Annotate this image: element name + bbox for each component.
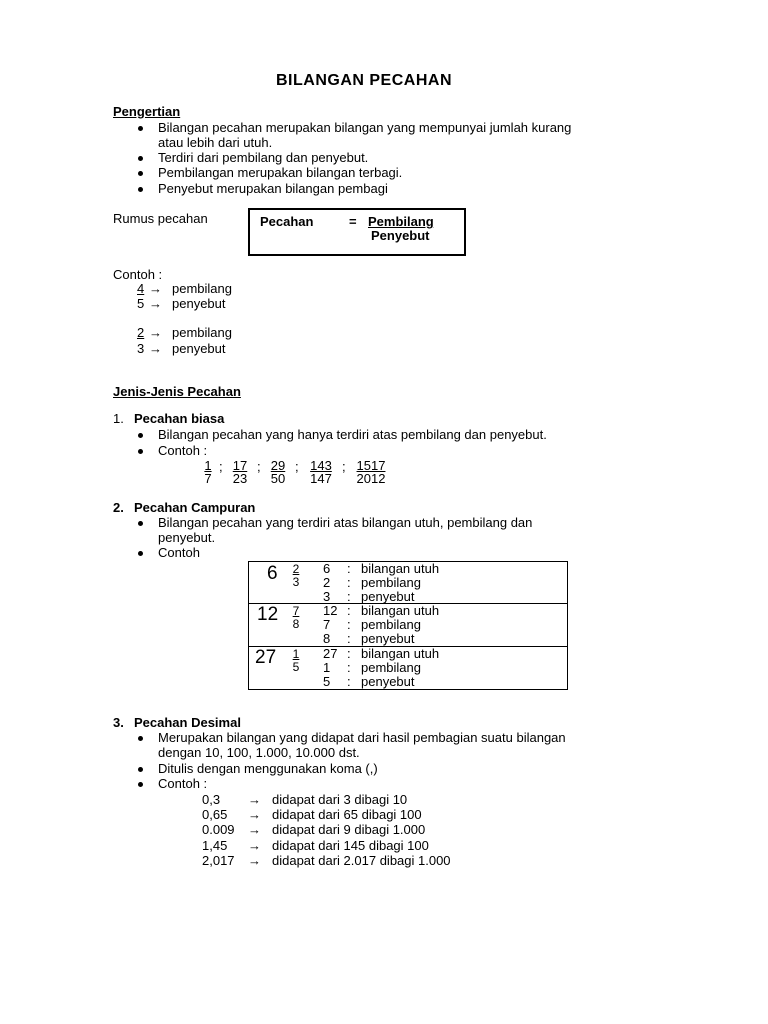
formula-denominator: Penyebut: [371, 228, 430, 243]
bullet-icon: [138, 126, 143, 131]
fraction-denominator: 50: [270, 471, 286, 486]
rumus-label: Rumus pecahan: [113, 211, 208, 226]
fraction-denominator: 7: [204, 471, 212, 486]
fraction-numerator: 1517: [356, 458, 386, 473]
fraction-separator: ;: [295, 459, 299, 474]
arrow-icon: →: [149, 325, 162, 340]
row-value: 1: [323, 660, 331, 675]
fraction: [353, 459, 389, 485]
bullet-icon: [138, 187, 143, 192]
row-colon: :: [347, 561, 351, 576]
fraction-numerator: 1: [204, 458, 212, 473]
row-desc: bilangan utuh: [361, 603, 440, 618]
example-denominator: 3: [137, 341, 145, 356]
campuran-item: Contoh: [158, 545, 200, 560]
decimal-desc: didapat dari 9 dibagi 1.000: [272, 822, 426, 837]
mixed-fraction: [291, 648, 301, 674]
row-value: 6: [323, 561, 331, 576]
fraction-denominator: 5: [292, 660, 300, 674]
section-number: 3.: [113, 715, 124, 730]
arrow-icon: →: [248, 792, 261, 807]
desimal-item: dengan 10, 100, 1.000, 10.000 dst.: [158, 745, 360, 760]
arrow-icon: →: [248, 853, 261, 868]
section-title-biasa: Pecahan biasa: [134, 411, 225, 426]
row-colon: :: [347, 674, 351, 689]
row-value: 3: [323, 589, 331, 604]
fraction-separator: ;: [257, 459, 261, 474]
decimal-value: 0,65: [202, 807, 228, 822]
decimal-value: 0,3: [202, 792, 221, 807]
bullet-icon: [138, 782, 143, 787]
row-colon: :: [347, 589, 351, 604]
row-colon: :: [347, 575, 351, 590]
bullet-icon: [138, 551, 143, 556]
arrow-icon: →: [248, 822, 261, 837]
formula-left: Pecahan: [260, 214, 314, 229]
page-title: BILANGAN PECAHAN: [276, 72, 452, 89]
row-desc: penyebut: [361, 589, 415, 604]
section-number: 2.: [113, 500, 124, 515]
bullet-icon: [138, 736, 143, 741]
bullet-icon: [138, 156, 143, 161]
bullet-icon: [138, 521, 143, 526]
bullet-icon: [138, 767, 143, 772]
row-colon: :: [347, 603, 351, 618]
desimal-item: Merupakan bilangan yang didapat dari hasil pembagian suatu bilangan: [158, 730, 566, 745]
fraction-denominator: 147: [310, 471, 332, 486]
row-colon: :: [347, 631, 351, 646]
row-desc: pembilang: [361, 617, 421, 632]
fraction: [202, 459, 214, 485]
pengertian-item: Pembilangan merupakan bilangan terbagi.: [158, 165, 403, 180]
campuran-item: Bilangan pecahan yang terdiri atas bilangan utuh, pembilang dan: [158, 515, 533, 530]
fraction: [230, 459, 250, 485]
arrow-icon: →: [149, 296, 162, 311]
bullet-icon: [138, 433, 143, 438]
pengertian-item: Terdiri dari pembilang dan penyebut.: [158, 150, 369, 165]
row-desc: bilangan utuh: [361, 561, 440, 576]
pengertian-item: Penyebut merupakan bilangan pembagi: [158, 181, 388, 196]
arrow-icon: →: [248, 838, 261, 853]
pengertian-heading: Pengertian: [113, 104, 181, 119]
row-value: 5: [323, 674, 331, 689]
jenis-heading: Jenis-Jenis Pecahan: [113, 384, 241, 399]
example-denominator-desc: penyebut: [172, 341, 226, 356]
fraction-numerator: 17: [232, 458, 248, 473]
fraction-denominator: 3: [292, 575, 300, 589]
fraction-separator: ;: [219, 459, 223, 474]
desimal-item: Ditulis dengan menggunakan koma (,): [158, 761, 378, 776]
decimal-value: 1,45: [202, 838, 228, 853]
row-value: 27: [323, 646, 338, 661]
desimal-item: Contoh :: [158, 776, 208, 791]
contoh-label: Contoh :: [113, 267, 163, 282]
pengertian-item: Bilangan pecahan merupakan bilangan yang mempunyai jumlah kurang: [158, 120, 572, 135]
decimal-value: 0.009: [202, 822, 235, 837]
campuran-item: penyebut.: [158, 530, 216, 545]
fraction-numerator: 2: [292, 562, 300, 576]
decimal-value: 2,017: [202, 853, 235, 868]
fraction: [268, 459, 288, 485]
decimal-desc: didapat dari 2.017 dibagi 1.000: [272, 853, 451, 868]
arrow-icon: →: [248, 807, 261, 822]
fraction-denominator: 8: [292, 617, 300, 631]
mixed-fraction: [291, 605, 301, 631]
section-number: 1.: [113, 411, 124, 426]
pengertian-item: atau lebih dari utuh.: [158, 135, 273, 150]
fraction-separator: ;: [342, 459, 346, 474]
example-numerator: 2: [137, 325, 145, 340]
whole-number: 27: [255, 647, 277, 668]
decimal-desc: didapat dari 65 dibagi 100: [272, 807, 422, 822]
row-desc: bilangan utuh: [361, 646, 440, 661]
bullet-icon: [138, 171, 143, 176]
formula-equals: =: [349, 214, 357, 229]
example-numerator-desc: pembilang: [172, 325, 232, 340]
formula-box: [248, 208, 466, 256]
biasa-item: Bilangan pecahan yang hanya terdiri atas pembilang dan penyebut.: [158, 427, 547, 442]
example-numerator-desc: pembilang: [172, 281, 232, 296]
formula-numerator: Pembilang: [368, 214, 434, 229]
row-desc: penyebut: [361, 631, 415, 646]
fraction-numerator: 29: [270, 458, 286, 473]
example-numerator: 4: [137, 281, 145, 296]
decimal-desc: didapat dari 3 dibagi 10: [272, 792, 408, 807]
biasa-item: Contoh :: [158, 443, 208, 458]
row-value: 2: [323, 575, 331, 590]
row-value: 8: [323, 631, 331, 646]
section-title-desimal: Pecahan Desimal: [134, 715, 241, 730]
arrow-icon: →: [149, 281, 162, 296]
row-desc: penyebut: [361, 674, 415, 689]
decimal-desc: didapat dari 145 dibagi 100: [272, 838, 429, 853]
bullet-icon: [138, 449, 143, 454]
fraction-numerator: 143: [310, 458, 332, 473]
row-colon: :: [347, 617, 351, 632]
row-value: 7: [323, 617, 331, 632]
mixed-fraction-table: [248, 561, 568, 690]
row-desc: pembilang: [361, 575, 421, 590]
section-title-campuran: Pecahan Campuran: [134, 500, 256, 515]
fraction-denominator: 2012: [356, 471, 386, 486]
arrow-icon: →: [149, 341, 162, 356]
example-denominator: 5: [137, 296, 145, 311]
mixed-fraction: [291, 563, 301, 589]
example-denominator-desc: penyebut: [172, 296, 226, 311]
fraction: [307, 459, 335, 485]
whole-number: 12: [257, 604, 279, 625]
whole-number: 6: [267, 563, 278, 584]
row-desc: pembilang: [361, 660, 421, 675]
row-colon: :: [347, 646, 351, 661]
fraction-numerator: 7: [292, 604, 300, 618]
row-value: 12: [323, 603, 338, 618]
row-colon: :: [347, 660, 351, 675]
fraction-numerator: 1: [292, 647, 300, 661]
fraction-denominator: 23: [232, 471, 248, 486]
